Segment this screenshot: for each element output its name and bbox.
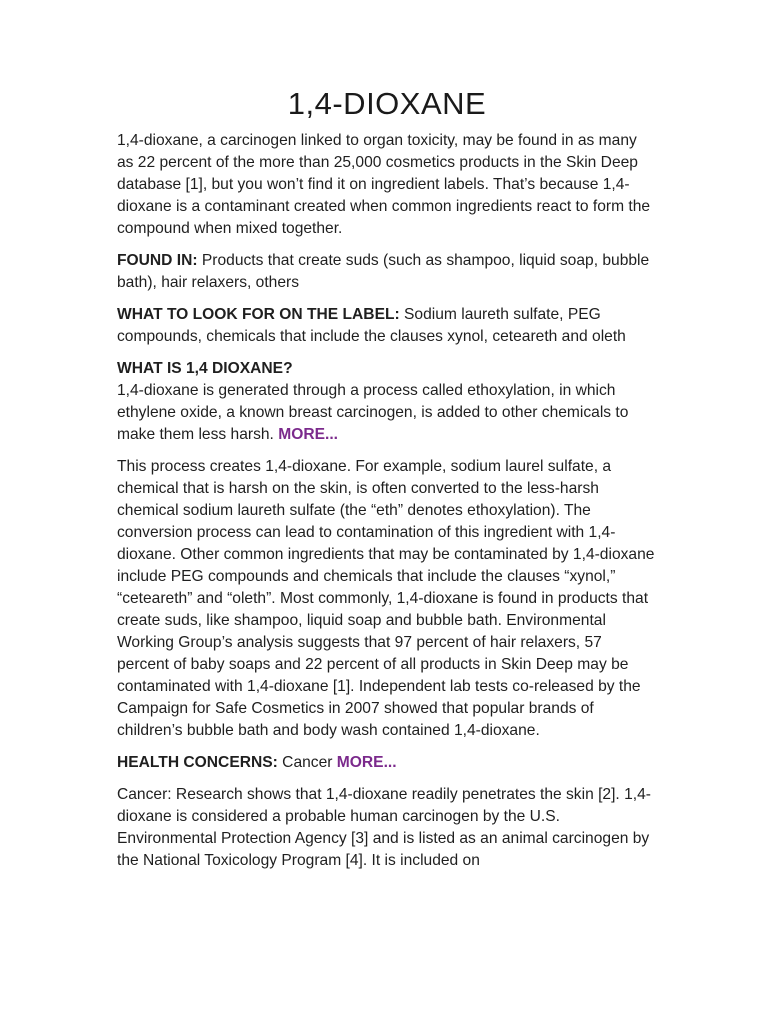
health-concerns-more-link[interactable]: MORE...	[336, 754, 397, 771]
look-for-label: WHAT TO LOOK FOR ON THE LABEL:	[117, 306, 400, 323]
cancer-paragraph: Cancer: Research shows that 1,4-dioxane readily penetrates the skin [2]. 1,4-dioxane is considered a probable human carcinogen by the U.S. Environmental Protection Agency [3] and is listed as an animal carcinogen by the National Toxicology Program [4]. It is included on	[117, 786, 651, 869]
health-concerns-paragraph	[117, 752, 657, 774]
document-page	[117, 84, 657, 882]
found-in-text: Products that create suds (such as shampoo, liquid soap, bubble bath), hair relaxers, others	[117, 252, 650, 291]
process-paragraph: This process creates 1,4-dioxane. For example, sodium laurel sulfate, a chemical that is harsh on the skin, is often converted to the less-harsh chemical sodium laureth sulfate (the “eth” denotes ethoxylation). The conversion process can lead to contamination of this ingredient with 1,4-dioxane. Other common ingredients that may be contaminated by 1,4-dioxane include PEG compounds and chemicals that include the clauses “xynol,” “ceteareth” and “oleth”. Most commonly, 1,4-dioxane is found in products that create suds, like shampoo, liquid soap and bubble bath. Environmental Working Group’s analysis suggests that 97 percent of hair relaxers, 57 percent of baby soaps and 22 percent of all products in Skin Deep may be contaminated with 1,4-dioxane [1]. Independent lab tests co-released by the Campaign for Safe Cosmetics in 2007 showed that popular brands of children’s bubble bath and body wash contained 1,4-dioxane.	[117, 458, 655, 739]
look-for-paragraph	[117, 304, 657, 348]
intro-paragraph: 1,4-dioxane, a carcinogen linked to organ toxicity, may be found in as many as 22 percent of the more than 25,000 cosmetics products in the Skin Deep database [1], but you won’t find it on ingredient labels. That’s because 1,4-dioxane is a contaminant created when common ingredients react to form the compound when mixed together.	[117, 132, 651, 237]
page-title: 1,4-DIOXANE	[287, 86, 487, 121]
what-is-text: 1,4-dioxane is generated through a process called ethoxylation, in which ethylene oxide, a known breast carcinogen, is added to other chemicals to make them less harsh.	[117, 382, 629, 443]
look-for-text: Sodium laureth sulfate, PEG compounds, chemicals that include the clauses xynol, ceteareth and oleth	[117, 306, 626, 345]
found-in-paragraph	[117, 250, 657, 294]
found-in-label: FOUND IN:	[117, 252, 198, 269]
health-concerns-label: HEALTH CONCERNS:	[117, 754, 278, 771]
what-is-label: WHAT IS 1,4 DIOXANE?	[117, 360, 293, 377]
health-concerns-text: Cancer	[277, 754, 337, 771]
what-is-more-link[interactable]: MORE...	[278, 426, 338, 443]
what-is-paragraph	[117, 358, 657, 446]
